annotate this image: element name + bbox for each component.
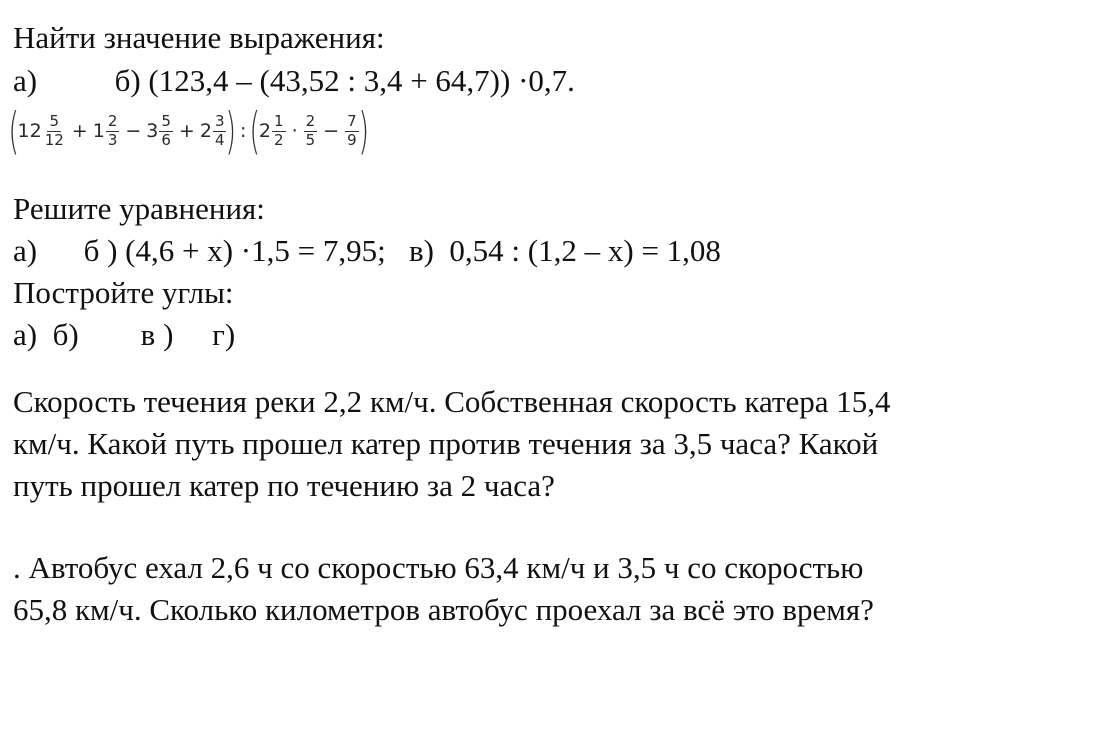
mixed-number-3 bbox=[146, 113, 174, 149]
divide-operator: : bbox=[240, 120, 247, 142]
whole-part: 3 bbox=[146, 120, 159, 142]
numerator: 2 bbox=[107, 112, 118, 131]
task5-line-1: . Автобус ехал 2,6 ч со скоростью 63,4 км/ч и 3,5 ч со скоростью bbox=[13, 550, 864, 585]
denominator: 9 bbox=[347, 130, 357, 149]
denominator: 6 bbox=[161, 130, 171, 149]
mixed-number-5 bbox=[259, 113, 287, 149]
whole-part: 1 bbox=[92, 120, 105, 142]
task5-line-2: 65,8 км/ч. Сколько километров автобус проехал за всё это время? bbox=[13, 592, 874, 627]
task2-heading: Решите уравнения: bbox=[13, 191, 265, 226]
open-paren-1: ( bbox=[8, 102, 20, 160]
whole-part: 2 bbox=[199, 120, 212, 142]
numerator: 5 bbox=[49, 112, 60, 131]
denominator: 5 bbox=[305, 130, 316, 149]
numerator: 7 bbox=[347, 112, 357, 131]
operator: + bbox=[71, 120, 88, 142]
denominator: 2 bbox=[274, 130, 284, 149]
denominator: 4 bbox=[214, 130, 225, 149]
numerator: 1 bbox=[274, 112, 284, 131]
operator: · bbox=[291, 120, 298, 142]
whole-part: 2 bbox=[258, 120, 272, 142]
task3-line: а) б) в ) г) bbox=[13, 317, 236, 352]
close-paren-2: ) bbox=[358, 102, 369, 160]
numerator: 3 bbox=[214, 112, 225, 131]
fraction-expression bbox=[10, 102, 367, 160]
mixed-number-4 bbox=[200, 113, 228, 149]
fraction bbox=[272, 113, 286, 149]
task1-line: а) б) (123,4 – (43,52 : 3,4 + 64,7)) ·0,7. bbox=[13, 63, 575, 98]
denominator: 12 bbox=[44, 130, 64, 149]
operator: − bbox=[125, 120, 142, 142]
task2-line: а) б ) (4,6 + х) ·1,5 = 7,95; в) 0,54 : (1,2 – х) = 1,08 bbox=[13, 233, 721, 268]
mixed-number-2 bbox=[93, 113, 121, 149]
task4-line-1: Скорость течения реки 2,2 км/ч. Собственная скорость катера 15,4 bbox=[13, 384, 891, 419]
task3-heading: Постройте углы: bbox=[13, 275, 234, 310]
operator: − bbox=[323, 120, 340, 142]
task1-heading: Найти значение выражения: bbox=[13, 20, 385, 55]
fraction bbox=[43, 113, 66, 149]
numerator: 2 bbox=[305, 112, 316, 131]
task4-line-2: км/ч. Какой путь прошел катер против течения за 3,5 часа? Какой bbox=[13, 426, 879, 461]
fraction-7 bbox=[345, 113, 359, 149]
fraction-6 bbox=[304, 113, 318, 149]
task4-line-3: путь прошел катер по течению за 2 часа? bbox=[13, 468, 555, 503]
denominator: 3 bbox=[107, 130, 118, 149]
whole-part: 12 bbox=[17, 120, 42, 142]
fraction bbox=[159, 113, 173, 149]
fraction bbox=[106, 113, 120, 149]
operator: + bbox=[178, 120, 195, 142]
numerator: 5 bbox=[161, 112, 171, 131]
open-paren-2: ( bbox=[249, 102, 261, 160]
mixed-number-1 bbox=[18, 113, 67, 149]
close-paren-1: ) bbox=[225, 102, 237, 160]
